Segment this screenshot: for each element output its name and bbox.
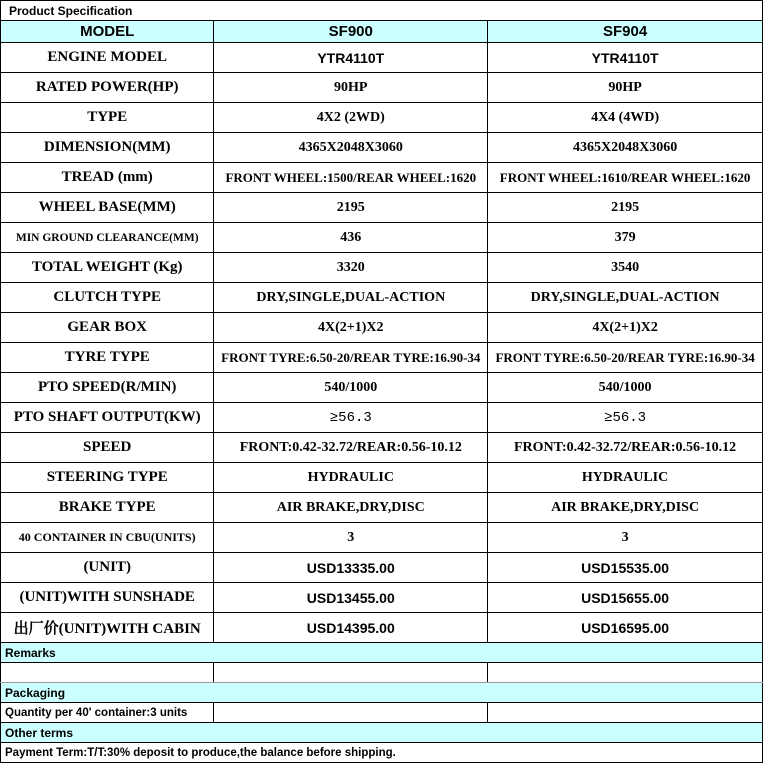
spec-row [1,43,763,73]
spec-row [1,433,763,463]
spec-label: ENGINE MODEL [1,43,214,73]
header-model-sf904: SF904 [488,21,763,43]
header-model-label: MODEL [1,21,214,43]
spec-value-sf900: ≥56.3 [214,403,488,433]
title-row [1,1,763,21]
spec-value-sf900: 90HP [214,73,488,103]
spec-value-sf900: FRONT WHEEL:1500/REAR WHEEL:1620 [214,163,488,193]
spec-label: GEAR BOX [1,313,214,343]
spec-row [1,253,763,283]
spec-value-sf900: USD13455.00 [214,583,488,613]
spec-value-sf900: 540/1000 [214,373,488,403]
spec-row [1,73,763,103]
spec-label: TOTAL WEIGHT (Kg) [1,253,214,283]
spec-value-sf904: AIR BRAKE,DRY,DISC [488,493,763,523]
spec-value-sf900: FRONT TYRE:6.50-20/REAR TYRE:16.90-34 [214,343,488,373]
spec-value-sf900: USD14395.00 [214,613,488,643]
spec-label: STEERING TYPE [1,463,214,493]
spec-value-sf904: 4X4 (4WD) [488,103,763,133]
spec-label: SPEED [1,433,214,463]
spec-row [1,553,763,583]
spec-value-sf900: 4X(2+1)X2 [214,313,488,343]
spec-label: (UNIT)WITH SUNSHADE [1,583,214,613]
blank-cell [214,703,488,723]
spec-row [1,313,763,343]
spec-row [1,463,763,493]
spec-row [1,343,763,373]
spec-value-sf904: 90HP [488,73,763,103]
remarks-title: Remarks [1,643,763,663]
spec-value-sf900: 3 [214,523,488,553]
spec-value-sf900: 3320 [214,253,488,283]
spec-value-sf904: 2195 [488,193,763,223]
spec-value-sf904: 3 [488,523,763,553]
remarks-blank-row [1,663,763,683]
spec-label: TREAD (mm) [1,163,214,193]
other-terms-text: Payment Term:T/T:30% deposit to produce,the balance before shipping. [1,743,763,763]
spec-value-sf904: USD15655.00 [488,583,763,613]
spec-row [1,583,763,613]
remarks-row [1,643,763,663]
spec-value-sf900: 2195 [214,193,488,223]
sheet-title: Product Specification [1,1,763,21]
spec-value-sf904: USD15535.00 [488,553,763,583]
spec-label: TYPE [1,103,214,133]
spec-value-sf900: HYDRAULIC [214,463,488,493]
spec-value-sf904: 379 [488,223,763,253]
spec-value-sf904: HYDRAULIC [488,463,763,493]
spec-value-sf904: FRONT TYRE:6.50-20/REAR TYRE:16.90-34 [488,343,763,373]
spec-row [1,523,763,553]
spec-row [1,493,763,523]
spec-value-sf900: 4X2 (2WD) [214,103,488,133]
packaging-title: Packaging [1,683,763,703]
spec-value-sf900: 4365X2048X3060 [214,133,488,163]
spec-label: MIN GROUND CLEARANCE(MM) [1,223,214,253]
spec-row [1,223,763,253]
spec-label: TYRE TYPE [1,343,214,373]
spec-value-sf904: 4365X2048X3060 [488,133,763,163]
spec-value-sf904: 540/1000 [488,373,763,403]
spec-value-sf904: USD16595.00 [488,613,763,643]
spec-value-sf904: 3540 [488,253,763,283]
spec-row [1,193,763,223]
packaging-row [1,683,763,703]
spec-label: DIMENSION(MM) [1,133,214,163]
other-terms-row [1,723,763,743]
packaging-text: Quantity per 40' container:3 units [1,703,214,723]
spec-value-sf900: USD13335.00 [214,553,488,583]
spec-label: WHEEL BASE(MM) [1,193,214,223]
spec-row [1,133,763,163]
blank-cell [488,703,763,723]
spec-label: RATED POWER(HP) [1,73,214,103]
spec-value-sf900: DRY,SINGLE,DUAL-ACTION [214,283,488,313]
spec-value-sf900: AIR BRAKE,DRY,DISC [214,493,488,523]
spec-label: 40 CONTAINER IN CBU(UNITS) [1,523,214,553]
spec-label: BRAKE TYPE [1,493,214,523]
spec-value-sf904: DRY,SINGLE,DUAL-ACTION [488,283,763,313]
spec-label: PTO SHAFT OUTPUT(KW) [1,403,214,433]
spec-label: CLUTCH TYPE [1,283,214,313]
spec-value-sf904: FRONT WHEEL:1610/REAR WHEEL:1620 [488,163,763,193]
other-terms-title: Other terms [1,723,763,743]
spec-value-sf900: 436 [214,223,488,253]
blank-cell [488,663,763,683]
spec-row [1,103,763,133]
spec-value-sf904: ≥56.3 [488,403,763,433]
spec-value-sf904: 4X(2+1)X2 [488,313,763,343]
blank-cell [1,663,214,683]
spec-label: 出厂价(UNIT)WITH CABIN [1,613,214,643]
spec-value-sf900: FRONT:0.42-32.72/REAR:0.56-10.12 [214,433,488,463]
packaging-row [1,703,763,723]
spec-value-sf904: YTR4110T [488,43,763,73]
spec-label: (UNIT) [1,553,214,583]
header-row [1,21,763,43]
spec-row [1,163,763,193]
header-model-sf900: SF900 [214,21,488,43]
blank-cell [214,663,488,683]
spec-row [1,373,763,403]
other-terms-row [1,743,763,763]
spec-row [1,283,763,313]
spec-row [1,403,763,433]
spec-value-sf900: YTR4110T [214,43,488,73]
spec-label: PTO SPEED(R/MIN) [1,373,214,403]
spec-row [1,613,763,643]
spec-value-sf904: FRONT:0.42-32.72/REAR:0.56-10.12 [488,433,763,463]
